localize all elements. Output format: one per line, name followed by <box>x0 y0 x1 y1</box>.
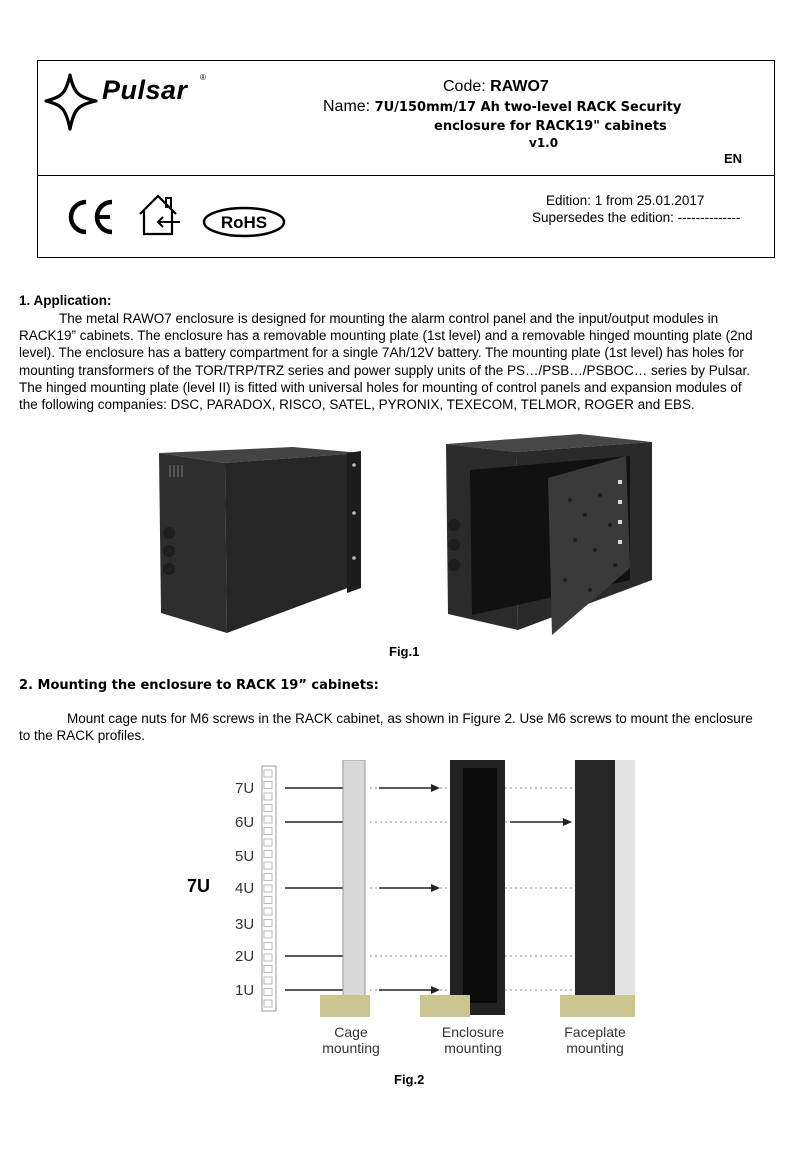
height-label: 7U <box>187 876 211 896</box>
name-line <box>323 98 681 116</box>
header-box <box>37 60 775 258</box>
code-label: Code: <box>443 78 491 95</box>
weee-house-icon <box>134 190 186 245</box>
paragraph-line: Mount cage nuts for M6 screws in the RACK cabinet, as shown in Figure 2. Use M6 screws to mount the enclosure <box>67 711 753 726</box>
supersedes-line: Supersedes the edition: -------------- <box>532 210 741 225</box>
step-label: mounting <box>444 1040 502 1056</box>
rack-mounting-diagram <box>185 760 645 1060</box>
unit-label: 3U <box>235 916 255 933</box>
version-label: v1.0 <box>529 136 559 150</box>
enclosure-open-photo <box>440 430 655 640</box>
unit-label: 2U <box>235 948 255 965</box>
step-label: mounting <box>566 1040 624 1056</box>
unit-label: 4U <box>235 880 255 897</box>
figure-2-caption: Fig.2 <box>394 1072 425 1087</box>
ce-mark-icon <box>64 194 116 245</box>
unit-label: 6U <box>235 814 255 831</box>
paragraph-line: mounting transformers of the TOR/TRP/TRZ series and power supply units of the PS…/PSB…/PSBOC… series by Pulsar. <box>19 362 751 378</box>
enclosure-closed-photo <box>155 443 365 638</box>
step-label: Enclosure <box>441 1024 505 1040</box>
step-label: Faceplate <box>564 1024 626 1040</box>
name-value-line1: 7U/150mm/17 Ah two-level RACK Security <box>374 100 682 115</box>
rohs-badge <box>201 205 287 244</box>
cage-rail <box>343 760 365 1015</box>
paragraph-line: RACK19” cabinets. The enclosure has a removable mounting plate (1st level) and a removable hinged mounting plate (2nd <box>19 328 753 344</box>
logo-wordmark: Pulsar <box>102 75 188 105</box>
section-1-title: 1. Application: <box>19 293 112 308</box>
name-value-line2: enclosure for RACK19" cabinets <box>434 119 667 134</box>
code-value: RAWO7 <box>490 78 549 95</box>
faceplate-base <box>560 995 635 1017</box>
figure-1-caption: Fig.1 <box>389 644 420 659</box>
paragraph-line: to the RACK profiles. <box>19 728 146 744</box>
enclosure-base <box>420 995 470 1017</box>
step-label: mounting <box>322 1040 380 1056</box>
pulsar-star-icon <box>44 67 104 139</box>
section-2-title: 2. Mounting the enclosure to RACK 19” cabinets: <box>19 678 379 693</box>
pulsar-logo <box>44 67 224 139</box>
cage-base <box>320 995 370 1017</box>
section-2-paragraph <box>19 710 753 744</box>
name-label: Name: <box>323 98 375 115</box>
section-1-paragraph <box>19 310 753 413</box>
unit-label: 5U <box>235 848 255 865</box>
paragraph-line: The metal RAWO7 enclosure is designed for mounting the alarm control panel and the input/output modules in <box>59 311 719 326</box>
paragraph-line: level). The enclosure has a battery compartment for a single 7Ah/12V battery. The mounting plate (1st level) has holes for <box>19 345 744 361</box>
language-code: EN <box>724 151 743 166</box>
edition-line: Edition: 1 from 25.01.2017 <box>546 193 705 208</box>
paragraph-line: The hinged mounting plate (level II) is fitted with universal holes for mounting of control panels and expansion modules of <box>19 379 742 395</box>
header-divider <box>38 175 774 176</box>
logo-registered-mark: ® <box>200 73 206 82</box>
unit-label: 1U <box>235 982 255 999</box>
paragraph-line: the following companies: DSC, PARADOX, RISCO, SATEL, PYRONIX, TEXECOM, TELMOR, ROGER and EBS. <box>19 397 695 413</box>
code-line <box>443 78 549 96</box>
unit-label: 7U <box>235 780 255 797</box>
step-label: Cage <box>334 1024 368 1040</box>
rohs-label: RoHS <box>220 213 268 232</box>
